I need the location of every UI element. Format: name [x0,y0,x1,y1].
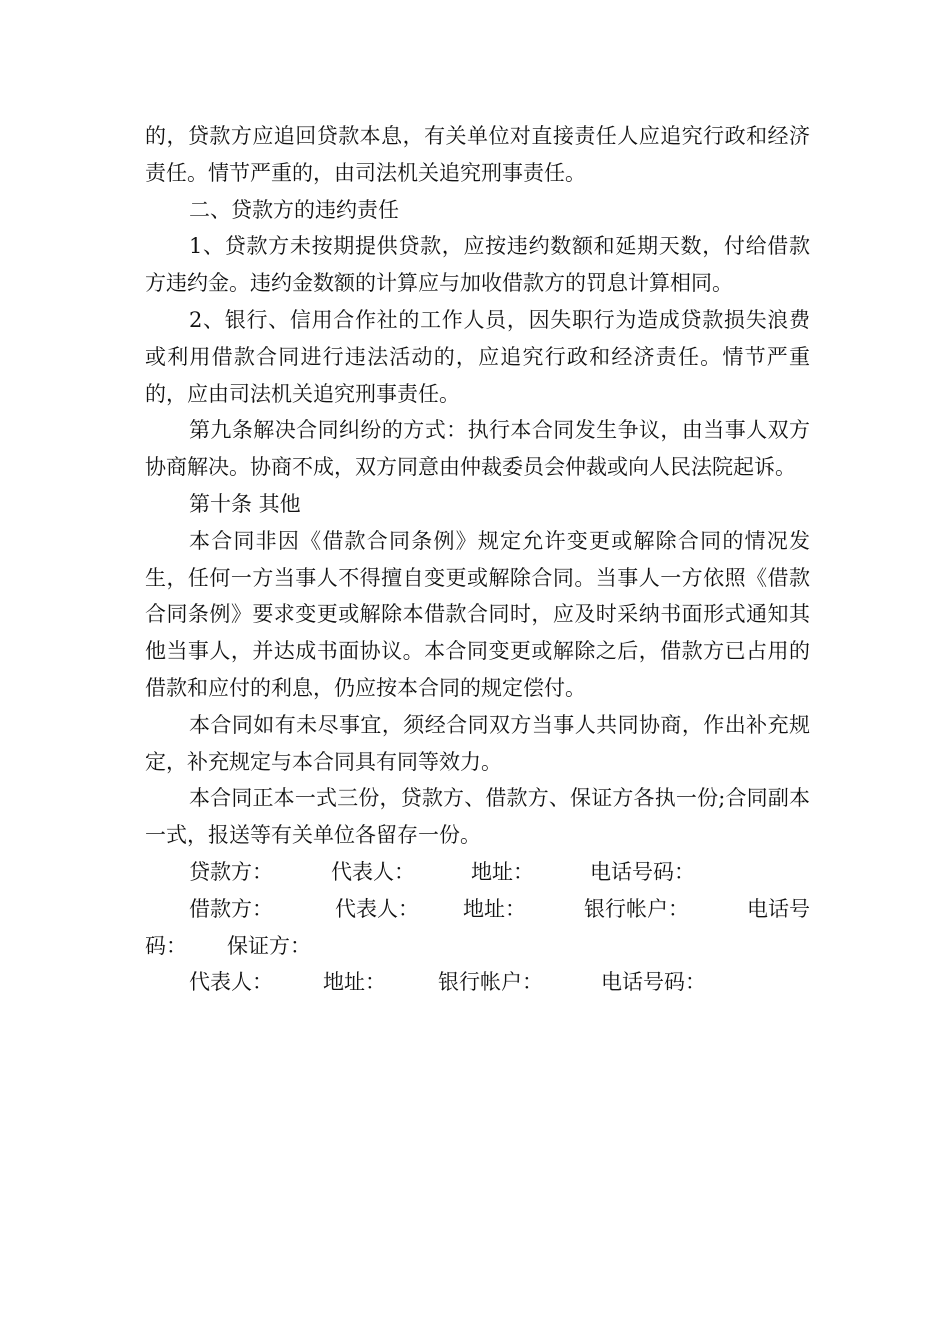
paragraph-article-9: 第九条解决合同纠纷的方式：执行本合同发生争议，由当事人双方协商解决。协商不成，双方同意由仲裁委员会仲裁或向人民法院起诉。 [145,418,810,480]
lender-representative-label: 代表人： [331,859,415,884]
guarantor-representative-label: 代表人： [189,970,273,995]
borrower-phone-label-start: 电话号 [747,896,810,921]
paragraph-clause-2: 2、银行、信用合作社的工作人员，因失职行为造成贷款损失浪费或利用借款合同进行违法活动的，应追究行政和经济责任。情节严重的，应由司法机关追究刑事责任。 [145,307,810,406]
paragraph-clause-1: 1、贷款方未按期提供贷款，应按违约数额和延期天数，付给借款方违约金。违约金数额的计算应与加收借款方的罚息计算相同。 [145,234,810,296]
borrower-phone-label-end: 码： [145,933,187,958]
lender-phone-label: 电话号码： [590,859,695,884]
borrower-bank-account-label: 银行帐户： [584,896,689,921]
borrower-label: 借款方： [189,896,273,921]
signature-guarantor-line [145,964,810,1001]
lender-address-label: 地址： [471,859,534,884]
borrower-representative-label: 代表人： [335,896,419,921]
guarantor-label: 保证方： [227,933,311,958]
guarantor-phone-label: 电话号码： [601,970,706,995]
article-10-heading: 第十条 其他 [189,491,301,516]
document-body [145,118,810,1001]
guarantor-bank-account-label: 银行帐户： [438,970,543,995]
lender-label: 贷款方： [189,859,273,884]
paragraph-continuation: 的，贷款方应追回贷款本息，有关单位对直接责任人应追究行政和经济责任。情节严重的，由司法机关追究刑事责任。 [145,124,810,185]
paragraph-supplement: 本合同如有未尽事宜，须经合同双方当事人共同协商，作出补充规定，补充规定与本合同具有同等效力。 [145,712,810,774]
signature-lender-line [145,854,810,891]
paragraph-modification: 本合同非因《借款合同条例》规定允许变更或解除合同的情况发生，任何一方当事人不得擅自变更或解除合同。当事人一方依照《借款合同条例》要求变更或解除本借款合同时，应及时采纳书面形式通知其他当事人，并达成书面协议。本合同变更或解除之后，借款方已占用的借款和应付的利息，仍应按本合同的规定偿付。 [145,528,810,700]
borrower-address-label: 地址： [463,896,526,921]
signature-borrower-line-wrap [145,928,810,965]
signature-borrower-line [145,891,810,928]
section-heading-lender-breach: 二、贷款方的违约责任 [189,197,399,222]
guarantor-address-label: 地址： [323,970,386,995]
paragraph-copies: 本合同正本一式三份，贷款方、借款方、保证方各执一份;合同副本一式，报送等有关单位各留存一份。 [145,786,810,848]
